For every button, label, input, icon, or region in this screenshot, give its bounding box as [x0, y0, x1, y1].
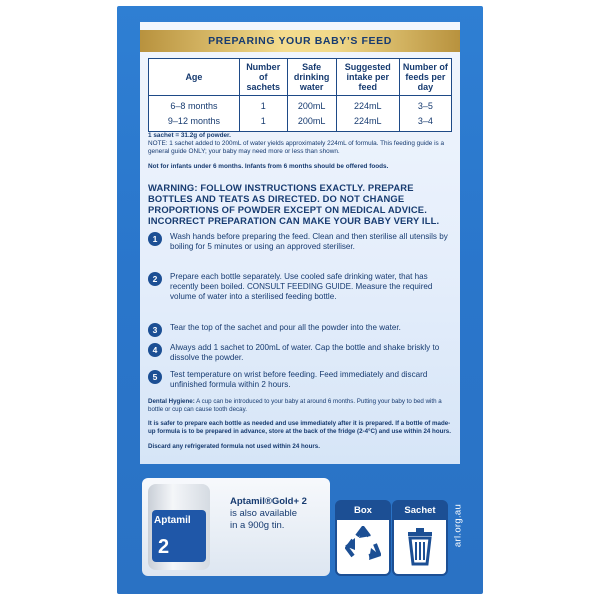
table-header: Suggested intake per feed [336, 59, 399, 96]
step-text: Prepare each bottle separately. Use cooled safe drinking water, that has recently been boiled. CONSULT FEEDING GUIDE. Measure the required volume of water into a sterilised feeding bottle. [170, 272, 433, 301]
step-number: 2 [148, 272, 162, 286]
table-cell: 3–5 [399, 96, 451, 115]
table-header-row [149, 59, 452, 96]
dental-hygiene-note [148, 398, 454, 414]
tin-number: 2 [158, 536, 170, 558]
recycling-url [448, 480, 468, 580]
tin-promo [142, 478, 330, 576]
table-header: Number of sachets [239, 59, 287, 96]
table-cell: 224mL [336, 114, 399, 132]
sachet-weight: 1 sachet = 31.2g of powder. [148, 132, 231, 139]
tin-product-name: Aptamil®Gold+ 2 [230, 496, 307, 507]
table-cell: 200mL [287, 114, 336, 132]
yield-note: NOTE: 1 sachet added to 200mL of water yields approximately 224mL of formula. This feeding guide is a general guide ONLY; your baby may need more or less than shown. [148, 140, 445, 155]
tin-promo-text [230, 496, 328, 532]
feeding-table [148, 58, 452, 132]
table-cell: 200mL [287, 96, 336, 115]
table-header: Number of feeds per day [399, 59, 451, 96]
recycle-sachet-badge [392, 500, 448, 576]
tin-availability: is also available [230, 508, 298, 519]
dental-text: A cup can be introduced to your baby at around 6 months. Putting your baby to bed with a bottle or cup can cause tooth decay. [148, 398, 442, 413]
discard-note: Discard any refrigerated formula not used within 24 hours. [148, 443, 320, 450]
step-text: Wash hands before preparing the feed. Clean and then sterilise all utensils by boiling for 5 minutes or using an approved steriliser. [170, 232, 448, 251]
table-cell: 1 [239, 96, 287, 115]
table-cell: 9–12 months [149, 114, 240, 132]
recycle-box-label: Box [337, 502, 389, 520]
table-header: Age [149, 59, 240, 96]
sachet-note [148, 132, 454, 156]
table-row [149, 96, 452, 115]
step-number: 4 [148, 343, 162, 357]
recycle-box-badge [335, 500, 391, 576]
step-text: Test temperature on wrist before feeding. Feed immediately and discard unfinished formula within 2 hours. [170, 370, 428, 389]
guide-banner-title: PREPARING YOUR BABY’S FEED [208, 35, 392, 47]
storage-note: It is safer to prepare each bottle as needed and use immediately after it is prepared. If a bottle of made-up formula is to be prepared in advance, store at the back of the fridge (2-4°C) and use within 24 hours. [148, 420, 451, 435]
feeding-guide-panel [140, 22, 460, 464]
recycling-url-text: arl.org.au [452, 503, 464, 548]
guide-banner [140, 30, 460, 52]
step-number: 5 [148, 370, 162, 384]
recycle-icon [345, 526, 381, 566]
table-cell: 6–8 months [149, 96, 240, 115]
step-number: 3 [148, 323, 162, 337]
tin-brand: Aptamil [154, 515, 191, 526]
trash-bin-icon [402, 526, 438, 566]
warning-text: WARNING: FOLLOW INSTRUCTIONS EXACTLY. PREPARE BOTTLES AND TEATS AS DIRECTED. DO NOT CHANGE PROPORTIONS OF POWDER EXCEPT ON MEDICAL ADVICE. INCORRECT PREPARATION CAN MAKE YOUR BABY VERY ILL. [148, 182, 440, 226]
dental-label: Dental Hygiene: [148, 398, 195, 405]
step-text: Tear the top of the sachet and pour all the powder into the water. [170, 323, 401, 332]
table-header: Safe drinking water [287, 59, 336, 96]
infant-warning: Not for infants under 6 months. Infants from 6 months should be offered foods. [148, 163, 389, 170]
table-cell: 1 [239, 114, 287, 132]
tin-size: in a 900g tin. [230, 520, 285, 531]
table-cell: 3–4 [399, 114, 451, 132]
table-row [149, 114, 452, 132]
tin-image [148, 484, 210, 570]
step-text: Always add 1 sachet to 200mL of water. Cap the bottle and shake briskly to dissolve the powder. [170, 343, 440, 362]
recycle-sachet-label: Sachet [394, 502, 446, 520]
table-cell: 224mL [336, 96, 399, 115]
step-number: 1 [148, 232, 162, 246]
